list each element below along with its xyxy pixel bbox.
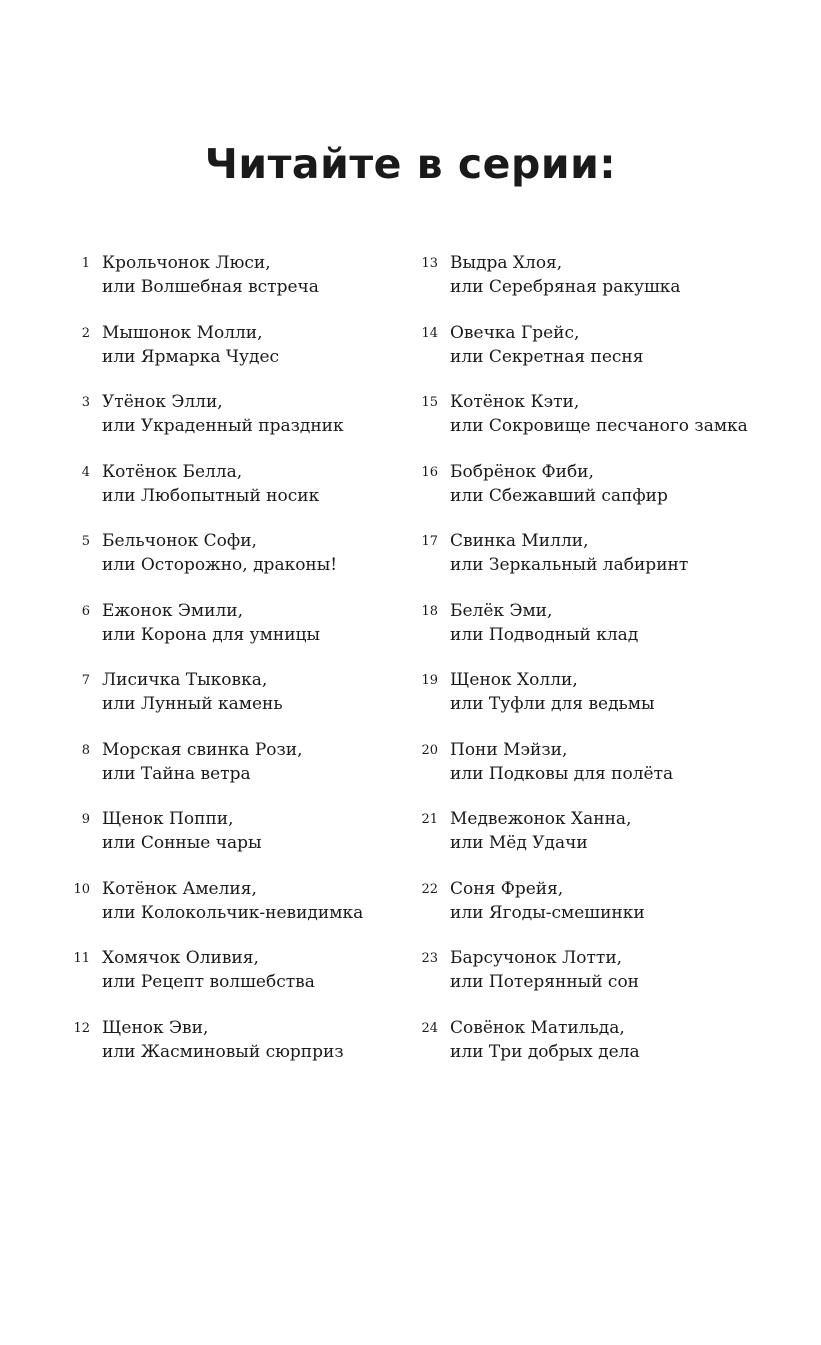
book-entry bbox=[412, 321, 812, 391]
book-list-left-column bbox=[64, 251, 404, 1085]
book-title: Утёнок Элли, bbox=[102, 392, 223, 412]
book-subtitle: или Корона для умницы bbox=[102, 624, 320, 645]
book-subtitle: или Подводный клад bbox=[450, 624, 639, 645]
book-entry bbox=[64, 529, 404, 599]
book-text bbox=[450, 529, 688, 599]
book-entry bbox=[412, 668, 812, 738]
book-text bbox=[102, 807, 262, 877]
book-title: Совёнок Матильда, bbox=[450, 1017, 625, 1038]
book-title: Овечка Грейс, bbox=[450, 322, 580, 343]
book-text bbox=[102, 599, 320, 669]
book-title: Свинка Милли, bbox=[450, 531, 589, 551]
book-entry bbox=[64, 668, 404, 738]
book-list-right-column bbox=[412, 251, 812, 1085]
book-text bbox=[450, 668, 655, 738]
book-number: 16 bbox=[421, 464, 438, 480]
book-title: Крольчонок Люси, bbox=[102, 253, 271, 273]
book-text bbox=[102, 460, 319, 530]
book-subtitle: или Лунный камень bbox=[102, 694, 283, 714]
book-entry bbox=[412, 390, 812, 460]
book-number: 18 bbox=[421, 603, 438, 619]
book-entry bbox=[64, 390, 404, 460]
book-entry bbox=[412, 877, 812, 947]
book-subtitle: или Сокровище песчаного замка bbox=[450, 416, 748, 436]
book-entry bbox=[64, 807, 404, 877]
book-text bbox=[102, 529, 337, 599]
book-number: 2 bbox=[81, 325, 90, 341]
book-subtitle: или Потерянный сон bbox=[450, 972, 640, 992]
book-text bbox=[102, 251, 319, 321]
book-text bbox=[450, 1016, 640, 1086]
book-text bbox=[450, 321, 643, 391]
book-text bbox=[450, 877, 645, 947]
book-title: Соня Фрейя, bbox=[450, 878, 564, 899]
book-title: Пони Мэйзи, bbox=[450, 739, 568, 760]
book-subtitle: или Любопытный носик bbox=[102, 485, 320, 506]
book-subtitle: или Три добрых дела bbox=[450, 1041, 640, 1062]
book-title: Морская свинка Рози, bbox=[102, 739, 303, 760]
book-number: 19 bbox=[421, 673, 438, 688]
book-text bbox=[102, 1016, 344, 1086]
book-title: Хомячок Оливия, bbox=[102, 948, 259, 968]
book-title: Котёнок Амелия, bbox=[102, 878, 257, 899]
book-text bbox=[102, 321, 279, 391]
book-text bbox=[102, 877, 363, 947]
book-text bbox=[450, 251, 681, 321]
book-title: Белёк Эми, bbox=[450, 600, 553, 621]
book-number: 3 bbox=[81, 395, 90, 410]
book-entry bbox=[64, 251, 404, 321]
book-entry bbox=[64, 738, 404, 808]
book-number: 5 bbox=[81, 534, 90, 549]
book-text bbox=[450, 946, 639, 1016]
book-number: 23 bbox=[421, 951, 438, 966]
book-text bbox=[102, 668, 283, 738]
book-entry bbox=[64, 599, 404, 669]
book-entry bbox=[412, 460, 812, 530]
book-title: Котёнок Белла, bbox=[102, 461, 243, 482]
book-text bbox=[102, 946, 315, 1016]
book-subtitle: или Украденный праздник bbox=[102, 416, 344, 436]
book-entry bbox=[412, 946, 812, 1016]
book-number: 6 bbox=[81, 603, 90, 619]
book-entry bbox=[412, 807, 812, 877]
book-subtitle: или Ягоды-смешинки bbox=[450, 902, 645, 923]
book-entry bbox=[64, 460, 404, 530]
book-title: Выдра Хлоя, bbox=[450, 253, 563, 273]
book-title: Ежонок Эмили, bbox=[102, 600, 243, 621]
book-entry bbox=[64, 877, 404, 947]
book-text bbox=[450, 460, 668, 530]
book-subtitle: или Сбежавший сапфир bbox=[450, 485, 668, 506]
book-subtitle: или Зеркальный лабиринт bbox=[450, 555, 689, 575]
book-entry bbox=[64, 321, 404, 391]
book-number: 8 bbox=[81, 742, 90, 758]
book-title: Бельчонок Софи, bbox=[102, 531, 257, 551]
book-entry bbox=[412, 599, 812, 669]
book-subtitle: или Колокольчик-невидимка bbox=[102, 902, 364, 923]
book-number: 22 bbox=[421, 881, 438, 897]
book-number: 10 bbox=[73, 881, 90, 897]
book-number: 21 bbox=[421, 812, 438, 827]
book-subtitle: или Серебряная ракушка bbox=[450, 277, 681, 297]
book-number: 1 bbox=[81, 256, 90, 271]
book-entry bbox=[64, 1016, 404, 1086]
book-number: 24 bbox=[421, 1020, 438, 1036]
book-title: Бобрёнок Фиби, bbox=[450, 461, 594, 482]
book-title: Лисичка Тыковка, bbox=[102, 670, 268, 690]
book-number: 20 bbox=[421, 742, 438, 758]
book-title: Щенок Эви, bbox=[102, 1017, 209, 1038]
book-entry bbox=[412, 251, 812, 321]
book-subtitle: или Осторожно, драконы! bbox=[102, 555, 338, 575]
book-number: 9 bbox=[81, 812, 90, 827]
book-number: 13 bbox=[421, 256, 438, 271]
book-text bbox=[450, 390, 748, 460]
book-title: Щенок Холли, bbox=[450, 670, 578, 690]
book-number: 12 bbox=[73, 1020, 90, 1036]
book-number: 4 bbox=[81, 464, 90, 480]
book-subtitle: или Волшебная встреча bbox=[102, 277, 319, 297]
book-text bbox=[102, 390, 344, 460]
book-number: 17 bbox=[421, 534, 438, 549]
book-title: Медвежонок Ханна, bbox=[450, 809, 632, 829]
book-text bbox=[450, 738, 673, 808]
book-subtitle: или Жасминовый сюрприз bbox=[102, 1041, 344, 1062]
book-title: Барсучонок Лотти, bbox=[450, 948, 623, 968]
book-subtitle: или Сонные чары bbox=[102, 833, 262, 853]
book-subtitle: или Тайна ветра bbox=[102, 763, 251, 784]
book-text bbox=[102, 738, 303, 808]
book-entry bbox=[412, 1016, 812, 1086]
book-number: 11 bbox=[73, 951, 90, 966]
book-title: Щенок Поппи, bbox=[102, 809, 234, 829]
book-number: 14 bbox=[421, 325, 438, 341]
book-subtitle: или Секретная песня bbox=[450, 346, 644, 367]
book-entry bbox=[412, 529, 812, 599]
book-entry bbox=[412, 738, 812, 808]
book-subtitle: или Туфли для ведьмы bbox=[450, 694, 655, 714]
book-number: 7 bbox=[81, 673, 90, 688]
book-text bbox=[450, 807, 631, 877]
book-subtitle: или Рецепт волшебства bbox=[102, 972, 315, 992]
page-title: Читайте в серии: bbox=[204, 140, 617, 188]
book-subtitle: или Подковы для полёта bbox=[450, 763, 674, 784]
book-entry bbox=[64, 946, 404, 1016]
book-title: Мышонок Молли, bbox=[102, 322, 263, 343]
book-text bbox=[450, 599, 638, 669]
book-subtitle: или Ярмарка Чудес bbox=[102, 346, 280, 367]
book-title: Котёнок Кэти, bbox=[450, 392, 580, 412]
book-subtitle: или Мёд Удачи bbox=[450, 833, 588, 853]
book-number: 15 bbox=[421, 395, 438, 410]
